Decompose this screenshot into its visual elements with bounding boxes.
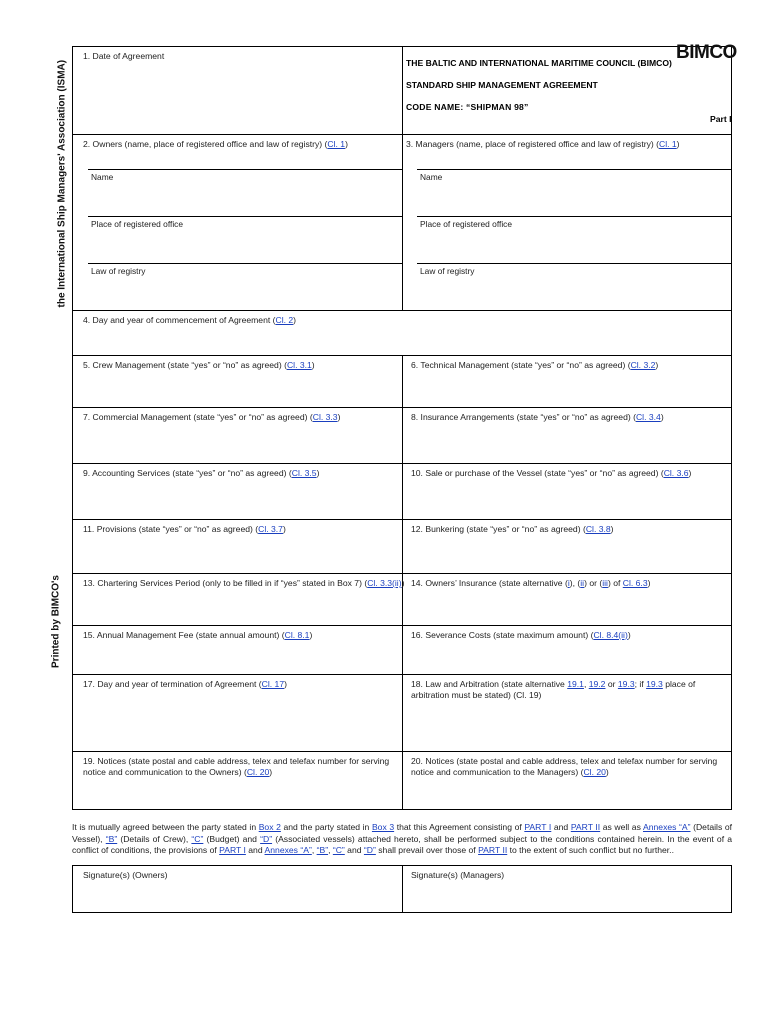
box10-cl-link[interactable]: Cl. 3.6: [663, 468, 689, 478]
box2-name-label: Name: [91, 172, 114, 182]
box17-cl-link[interactable]: Cl. 17: [261, 679, 285, 689]
part-label: Part I: [710, 114, 732, 124]
signature-divider: [402, 865, 403, 913]
box18-19-1-link[interactable]: 19.1: [567, 679, 584, 689]
box11-provisions: 11. Provisions (state “yes” or “no” as agreed) (Cl. 3.7): [83, 524, 286, 534]
row13-top-line: [72, 573, 732, 574]
box2-law-line: [88, 263, 402, 264]
box3-ref-link[interactable]: Box 3: [371, 822, 395, 832]
box5-crew-management: 5. Crew Management (state “yes” or “no” as agreed) (Cl. 3.1): [83, 360, 315, 370]
box3-office-label: Place of registered office: [420, 219, 513, 229]
box2-office-label: Place of registered office: [91, 219, 184, 229]
box13-chartering-services: 13. Chartering Services Period (only to be filled in if “yes” stated in Box 7) (Cl. 3.3(ii)): [83, 578, 405, 588]
box17-termination: 17. Day and year of termination of Agreement (Cl. 17): [83, 679, 287, 689]
row11-top-line: [72, 519, 732, 520]
box2-owners-label: 2. Owners (name, place of registered office and law of registry) (Cl. 1): [83, 139, 348, 149]
box2-name-line: [88, 169, 402, 170]
box11-cl-link[interactable]: Cl. 3.7: [258, 524, 283, 534]
box2-ref-link[interactable]: Box 2: [258, 822, 281, 832]
part2-link-2[interactable]: PART II: [478, 845, 508, 855]
annex-a-link[interactable]: Annexes “A”: [643, 822, 691, 832]
box7-cl-link[interactable]: Cl. 3.3: [312, 412, 338, 422]
box3-law-line: [417, 263, 732, 264]
annex-b-link[interactable]: “B”: [105, 833, 118, 844]
box18-19-3b-link[interactable]: 19.3: [646, 679, 663, 689]
box15-cl-link[interactable]: Cl. 8.1: [284, 630, 310, 640]
row15-top-line: [72, 625, 732, 626]
box2-cl-link[interactable]: Cl. 1: [327, 139, 346, 149]
annex-d-link-2[interactable]: “D”: [363, 845, 376, 855]
box18-law-arbitration: 18. Law and Arbitration (state alternative 19.1, 19.2 or 19.3; if 19.3 place of arbitration must be stated) (Cl. 19): [411, 679, 696, 700]
box14-iii-link[interactable]: iii: [602, 578, 608, 588]
isma-side-text: the International Ship Managers' Association (ISMA): [56, 59, 68, 308]
row19-top-line: [72, 751, 732, 752]
box3-office-line: [417, 216, 732, 217]
part1-link[interactable]: PART I: [524, 822, 552, 832]
council-title: THE BALTIC AND INTERNATIONAL MARITIME COUNCIL (BIMCO): [406, 58, 672, 68]
box18-19-3-link[interactable]: 19.3: [617, 679, 635, 689]
box8-cl-link[interactable]: Cl. 3.4: [635, 412, 661, 422]
box8-insurance-arrangements: 8. Insurance Arrangements (state “yes” or “no” as agreed) (Cl. 3.4): [411, 412, 664, 422]
part1-link-2[interactable]: PART I: [219, 845, 246, 855]
box18-19-2-link[interactable]: 19.2: [588, 679, 606, 689]
box15-annual-fee: 15. Annual Management Fee (state annual amount) (Cl. 8.1): [83, 630, 313, 640]
box16-cl-link[interactable]: Cl. 8.4(ii): [593, 630, 628, 640]
box14-ii-link[interactable]: ii: [580, 578, 585, 588]
box6-technical-management: 6. Technical Management (state “yes” or “no” as agreed) (Cl. 3.2): [411, 360, 659, 370]
annex-b-link-2[interactable]: “B”: [316, 845, 329, 855]
box7-commercial-management: 7. Commercial Management (state “yes” or “no” as agreed) (Cl. 3.3): [83, 412, 341, 422]
code-name: CODE NAME: “SHIPMAN 98”: [406, 102, 529, 112]
box4-top-line: [72, 310, 732, 311]
part2-link[interactable]: PART II: [570, 822, 601, 832]
box4-cl-link[interactable]: Cl. 2: [275, 315, 294, 325]
box3-law-label: Law of registry: [420, 266, 475, 276]
row17-top-line: [72, 674, 732, 675]
box4-commencement-label: 4. Day and year of commencement of Agreement (Cl. 2): [83, 315, 297, 325]
box3-name-label: Name: [420, 172, 443, 182]
agreement-paragraph: It is mutually agreed between the party stated in Box 2 and the party stated in Box 3 that this Agreement consisting of PART I and PART II as well as Annexes “A” (Details of Vessel), “B” (Details of Crew), “C” (Budget) and “D” (Associated vessels) attached hereto, shall be performed subject to the conditions contained herein. In the event of a conflict of conditions, the provisions of PART I and Annexes “A”, “B”, “C” and “D” shall prevail over those of PART II to the extent of such conflict but no further..: [72, 822, 733, 855]
header-divider: [402, 46, 403, 135]
printed-by-side-text: Printed by BIMCO's: [50, 575, 62, 668]
box1-date-of-agreement: 1. Date of Agreement: [83, 51, 165, 61]
box5-cl-link[interactable]: Cl. 3.1: [286, 360, 312, 370]
box19-notices-owners: 19. Notices (state postal and cable address, telex and telefax number for serving notice and communication to the Owners) (Cl. 20): [83, 756, 390, 777]
box2-law-label: Law of registry: [91, 266, 146, 276]
box3-name-line: [417, 169, 732, 170]
box19-cl-link[interactable]: Cl. 20: [246, 767, 270, 777]
box3-cl-link[interactable]: Cl. 1: [659, 139, 677, 149]
box14-i-link[interactable]: i: [567, 578, 570, 588]
box14-owners-insurance: 14. Owners’ Insurance (state alternative (i), (ii) or (iii) of Cl. 6.3): [411, 578, 651, 588]
box2-3-divider: [402, 134, 403, 311]
agreement-title: STANDARD SHIP MANAGEMENT AGREEMENT: [406, 80, 598, 90]
box9-cl-link[interactable]: Cl. 3.5: [291, 468, 317, 478]
box3-managers-label: 3. Managers (name, place of registered office and law of registry) (Cl. 1): [406, 139, 680, 149]
box12-cl-link[interactable]: Cl. 3.8: [585, 524, 611, 534]
box13-cl-link[interactable]: Cl. 3.3(ii): [367, 578, 402, 588]
box9-accounting-services: 9. Accounting Services (state “yes” or “no” as agreed) (Cl. 3.5): [83, 468, 320, 478]
box16-severance-costs: 16. Severance Costs (state maximum amount) (Cl. 8.4(ii)): [411, 630, 631, 640]
box20-notices-managers: 20. Notices (state postal and cable address, telex and telefax number for serving notice and communication to the Managers) (Cl. 20): [411, 756, 718, 777]
signature-managers-label: Signature(s) (Managers): [411, 870, 505, 880]
box20-cl-link[interactable]: Cl. 20: [583, 767, 606, 777]
row7-top-line: [72, 407, 732, 408]
annex-a-link-2[interactable]: Annexes “A”: [264, 845, 312, 855]
box10-sale-purchase: 10. Sale or purchase of the Vessel (state “yes” or “no” as agreed) (Cl. 3.6): [411, 468, 692, 478]
box2-office-line: [88, 216, 402, 217]
annex-d-link[interactable]: “D”: [260, 833, 273, 844]
bimco-logo: BIMCO: [676, 42, 737, 63]
annex-c-link[interactable]: “C”: [191, 833, 204, 844]
box14-cl-link[interactable]: Cl. 6.3: [622, 578, 648, 588]
annex-c-link-2[interactable]: “C”: [332, 845, 345, 855]
box6-cl-link[interactable]: Cl. 3.2: [630, 360, 656, 370]
row9-top-line: [72, 463, 732, 464]
signature-owners-label: Signature(s) (Owners): [83, 870, 168, 880]
box12-bunkering: 12. Bunkering (state “yes” or “no” as agreed) (Cl. 3.8): [411, 524, 614, 534]
